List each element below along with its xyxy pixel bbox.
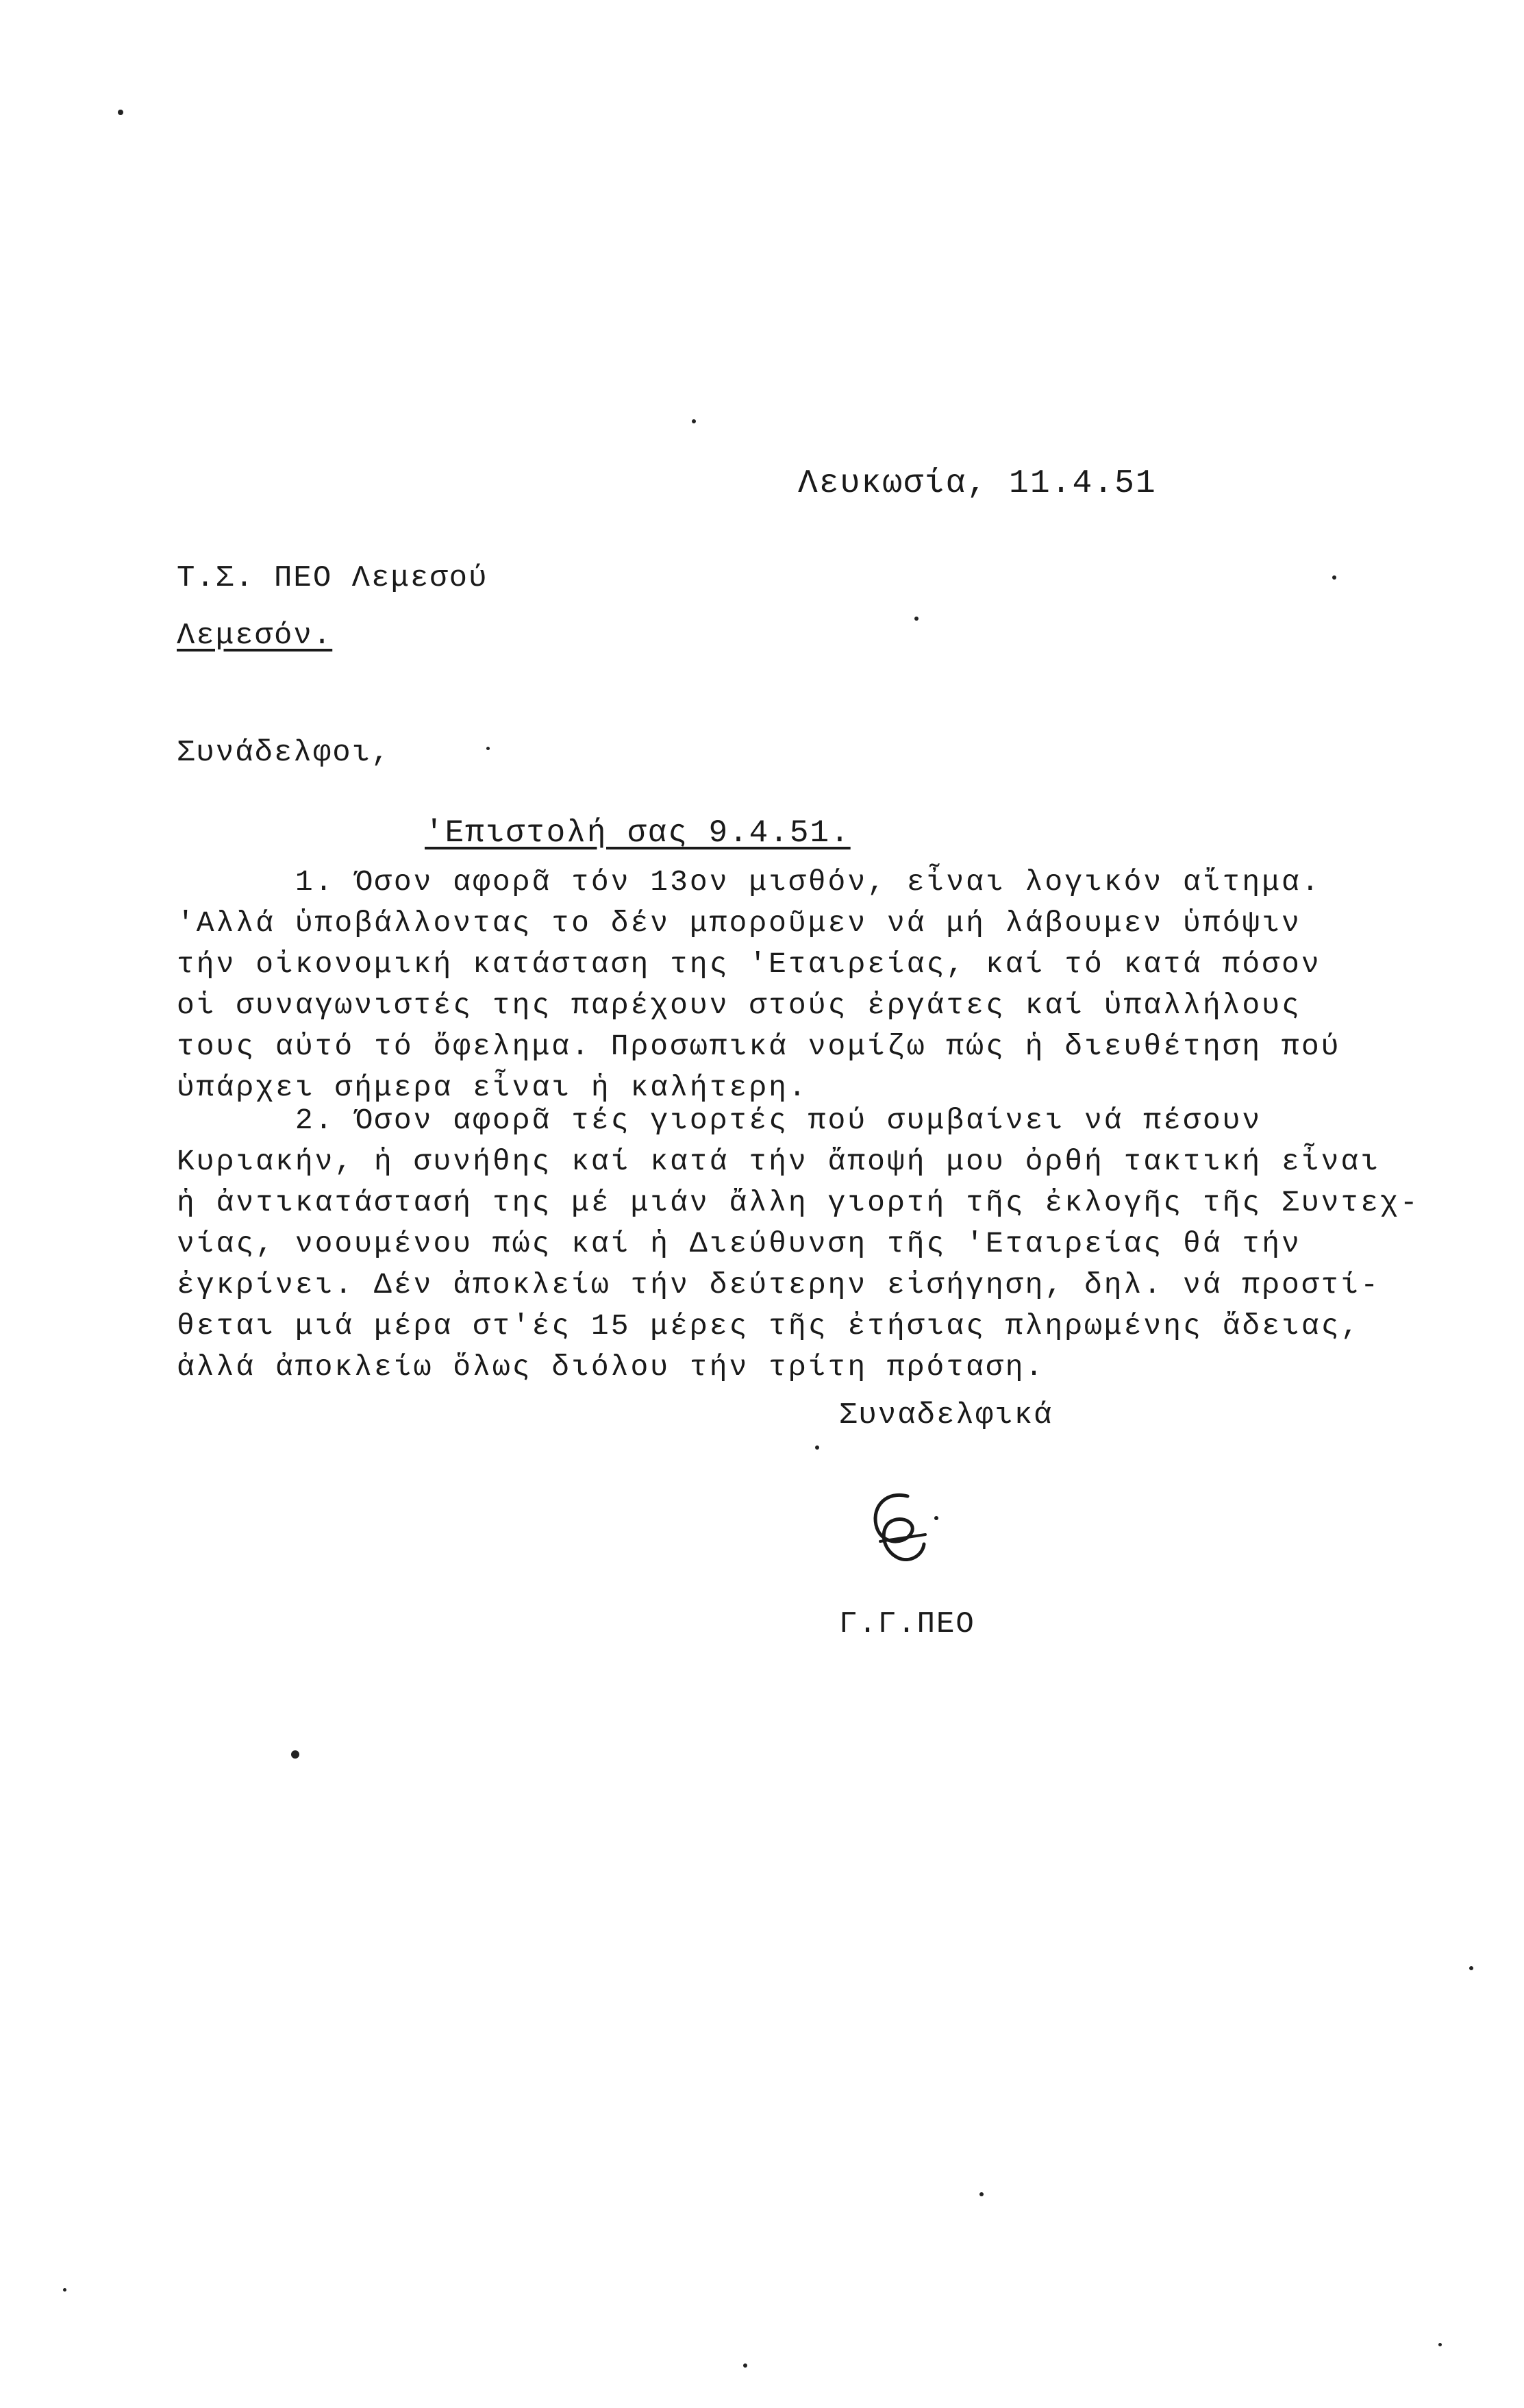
paragraph-2-line-6: θεται μιά μέρα στ'ές 15 μέρες τῆς ἐτήσιας πληρωμένης ἄδειας,: [177, 1309, 1361, 1343]
scan-speck: [815, 1445, 819, 1450]
scan-speck: [914, 617, 919, 621]
scan-speck: [486, 747, 490, 750]
paragraph-1-line-4: οἱ συναγωνιστές της παρέχουν στούς ἐργάτες καί ὑπαλλήλους: [177, 989, 1301, 1022]
paragraph-2-line-2: Κυριακήν, ἡ συνήθης καί κατά τήν ἄποψή μου ὀρθή τακτική εἶναι: [177, 1145, 1381, 1178]
organization-signoff: Γ.Γ.ΠΕΟ: [839, 1607, 975, 1641]
scan-speck: [1438, 2343, 1442, 2346]
scan-speck: [743, 2363, 747, 2368]
paragraph-1-line-2: 'Αλλά ὑποβάλλοντας το δέν μποροῦμεν νά μή λάβουμεν ὑπόψιν: [177, 906, 1301, 940]
paragraph-1-line-6: ὑπάρχει σήμερα εἶναι ἡ καλήτερη.: [177, 1071, 808, 1104]
paragraph-1-line-5: τους αὐτό τό ὄφελημα. Προσωπικά νομίζω πώς ἡ διευθέτηση πού: [177, 1030, 1341, 1063]
letter-date: Λευκωσία, 11.4.51: [798, 465, 1157, 502]
paragraph-2-line-1: 2. Όσον αφορᾶ τές γιορτές πού συμβαίνει νά πέσουν: [177, 1104, 1262, 1137]
paragraph-2-line-7: ἀλλά ἀποκλείω ὅλως διόλου τήν τρίτη πρόταση.: [177, 1350, 1045, 1384]
greeting: Συνάδελφοι,: [177, 736, 391, 770]
scan-speck: [979, 2192, 984, 2196]
paragraph-2-line-3: ἡ ἀντικατάστασή της μέ μιάν ἄλλη γιορτή τῆς ἐκλογῆς τῆς Συντεχ-: [177, 1186, 1420, 1219]
paragraph-2-line-5: ἐγκρίνει. Δέν ἀποκλείω τήν δεύτερην εἰσήγηση, δηλ. νά προστί-: [177, 1268, 1381, 1302]
scan-speck: [692, 419, 696, 423]
recipient-city: Λεμεσόν.: [177, 619, 333, 653]
paragraph-2-line-4: νίας, νοουμένου πώς καί ἡ Διεύθυνση τῆς 'Εταιρείας θά τήν: [177, 1227, 1301, 1261]
scan-speck: [291, 1750, 299, 1759]
letter-subject: 'Επιστολή σας 9.4.51.: [425, 815, 851, 851]
scan-speck: [63, 2288, 66, 2292]
scan-speck: [118, 110, 123, 115]
paragraph-1-line-3: τήν οἰκονομική κατάσταση της 'Εταιρείας, καί τό κατά πόσον: [177, 947, 1321, 981]
scan-speck: [1469, 1966, 1473, 1970]
closing: Συναδελφικά: [839, 1398, 1053, 1432]
scan-speck: [1332, 575, 1336, 580]
handwritten-signature: [860, 1487, 942, 1576]
recipient-organization: Τ.Σ. ΠΕΟ Λεμεσού: [177, 561, 488, 595]
paragraph-1-line-1: 1. Όσον αφορᾶ τόν 13ον μισθόν, εἶναι λογικόν αἴτημα.: [177, 865, 1321, 899]
